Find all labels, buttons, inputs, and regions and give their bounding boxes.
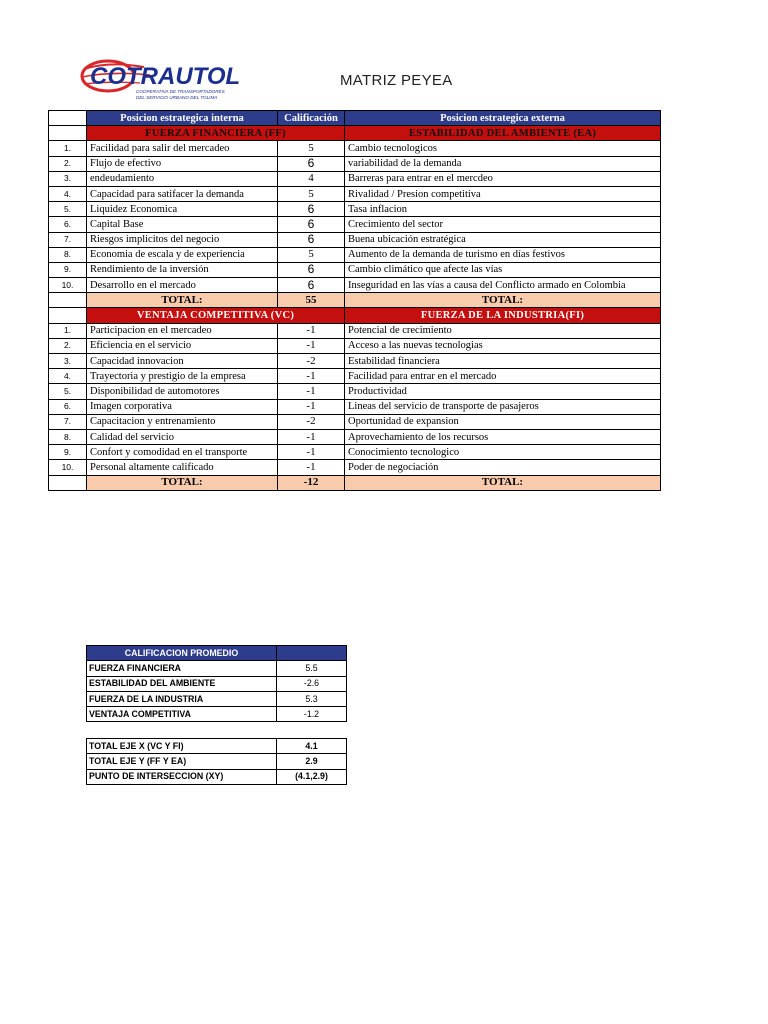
- cotrautol-logo: [80, 55, 240, 105]
- axis-total-value: 2.9: [277, 754, 347, 769]
- logo-tagline-2: DEL SERVICIO URBANO DEL TOLIMA: [136, 95, 218, 100]
- row-number: 6.: [49, 399, 87, 414]
- external-factor: Facilidad para entrar en el mercado: [345, 369, 661, 384]
- axis-total-label: TOTAL EJE X (VC Y FI): [87, 739, 277, 754]
- logo-wordmark: COTRAUTOL: [90, 63, 240, 90]
- external-factor: Inseguridad en las vías a causa del Conflicto armado en Colombia: [345, 278, 661, 293]
- total-row: [49, 293, 661, 308]
- average-row: [87, 707, 347, 722]
- average-value: -1.2: [277, 707, 347, 722]
- row-number: 7.: [49, 232, 87, 247]
- section-title-fi: FUERZA DE LA INDUSTRIA(FI): [345, 308, 661, 323]
- header-external: Posicion estrategica externa: [345, 111, 661, 126]
- row-number: 9.: [49, 262, 87, 277]
- internal-factor: Participacion en el mercadeo: [87, 323, 278, 338]
- internal-factor: Personal altamente calificado: [87, 460, 278, 475]
- matrix-row: [49, 202, 661, 217]
- axis-total-row: [87, 769, 347, 784]
- total-label: TOTAL:: [87, 293, 278, 308]
- row-number: 5.: [49, 384, 87, 399]
- external-factor: Conocimiento tecnologico: [345, 445, 661, 460]
- external-factor: Tasa inflacion: [345, 202, 661, 217]
- matrix-header-row: [49, 111, 661, 126]
- average-header-blank: [277, 646, 347, 661]
- average-ratings-table: [86, 645, 347, 722]
- rating-value: -2: [278, 414, 345, 429]
- header-rating: Calificación: [278, 111, 345, 126]
- rating-value: 4: [278, 171, 345, 186]
- section-vc-fi: [49, 308, 661, 490]
- rating-value: 5: [278, 141, 345, 156]
- internal-factor: Desarrollo en el mercado: [87, 278, 278, 293]
- row-number: 10.: [49, 460, 87, 475]
- rating-value: 5: [278, 186, 345, 201]
- section-blank-cell: [49, 126, 87, 141]
- section-title-row: [49, 308, 661, 323]
- total-blank-cell: [49, 293, 87, 308]
- external-factor: Poder de negociación: [345, 460, 661, 475]
- rating-value: 6: [278, 262, 345, 277]
- external-factor: Productividad: [345, 384, 661, 399]
- matrix-row: [49, 384, 661, 399]
- total-external-label: TOTAL:: [345, 475, 661, 490]
- matrix-row: [49, 232, 661, 247]
- section-blank-cell: [49, 308, 87, 323]
- average-value: -2.6: [277, 676, 347, 691]
- rating-value: -1: [278, 323, 345, 338]
- axis-total-row: [87, 739, 347, 754]
- external-factor: Crecimiento del sector: [345, 217, 661, 232]
- average-label: VENTAJA COMPETITIVA: [87, 707, 277, 722]
- internal-factor: Riesgos implicitos del negocio: [87, 232, 278, 247]
- rating-value: 6: [278, 156, 345, 171]
- row-number: 5.: [49, 202, 87, 217]
- total-blank-cell: [49, 475, 87, 490]
- average-value: 5.5: [277, 661, 347, 676]
- internal-factor: Facilidad para salir del mercadeo: [87, 141, 278, 156]
- matrix-row: [49, 156, 661, 171]
- row-number: 1.: [49, 141, 87, 156]
- average-label: ESTABILIDAD DEL AMBIENTE: [87, 676, 277, 691]
- external-factor: Cambio tecnologicos: [345, 141, 661, 156]
- peyea-matrix: [48, 110, 661, 491]
- row-number: 8.: [49, 247, 87, 262]
- external-factor: Estabilidad financiera: [345, 354, 661, 369]
- matrix-row: [49, 278, 661, 293]
- matrix-row: [49, 217, 661, 232]
- average-header-row: [87, 646, 347, 661]
- row-number: 1.: [49, 323, 87, 338]
- external-factor: Buena ubicación estratégica: [345, 232, 661, 247]
- average-label: FUERZA DE LA INDUSTRIA: [87, 691, 277, 706]
- internal-factor: Capacitacion y entrenamiento: [87, 414, 278, 429]
- section-ff-ea: [49, 126, 661, 308]
- external-factor: Aprovechamiento de los recursos: [345, 429, 661, 444]
- axis-total-label: PUNTO DE INTERSECCION (XY): [87, 769, 277, 784]
- average-label: FUERZA FINANCIERA: [87, 661, 277, 676]
- logo-graphic: [80, 55, 240, 105]
- row-number: 9.: [49, 445, 87, 460]
- average-value: 5.3: [277, 691, 347, 706]
- average-row: [87, 691, 347, 706]
- rating-value: -2: [278, 354, 345, 369]
- matrix-row: [49, 323, 661, 338]
- section-title-ff: FUERZA FINANCIERA (FF): [87, 126, 345, 141]
- external-factor: Aumento de la demanda de turismo en días festivos: [345, 247, 661, 262]
- internal-factor: Capacidad innovacion: [87, 354, 278, 369]
- matrix-row: [49, 460, 661, 475]
- matrix-row: [49, 171, 661, 186]
- row-number: 8.: [49, 429, 87, 444]
- axis-total-row: [87, 754, 347, 769]
- header-blank-cell: [49, 111, 87, 126]
- total-value: -12: [278, 475, 345, 490]
- matrix-row: [49, 247, 661, 262]
- internal-factor: Flujo de efectivo: [87, 156, 278, 171]
- average-header: CALIFICACION PROMEDIO: [87, 646, 277, 661]
- external-factor: Potencial de crecimiento: [345, 323, 661, 338]
- axis-total-label: TOTAL EJE Y (FF Y EA): [87, 754, 277, 769]
- internal-factor: Eficiencia en el servicio: [87, 338, 278, 353]
- internal-factor: Confort y comodidad en el transporte: [87, 445, 278, 460]
- average-row: [87, 661, 347, 676]
- internal-factor: Liquidez Economica: [87, 202, 278, 217]
- internal-factor: Capacidad para satifacer la demanda: [87, 186, 278, 201]
- matrix-row: [49, 429, 661, 444]
- rating-value: 5: [278, 247, 345, 262]
- matrix-row: [49, 399, 661, 414]
- matrix-row: [49, 262, 661, 277]
- rating-value: 6: [278, 232, 345, 247]
- internal-factor: Capital Base: [87, 217, 278, 232]
- row-number: 6.: [49, 217, 87, 232]
- internal-factor: Economia de escala y de experiencia: [87, 247, 278, 262]
- average-row: [87, 676, 347, 691]
- matrix-row: [49, 141, 661, 156]
- section-title-vc: VENTAJA COMPETITIVA (VC): [87, 308, 345, 323]
- logo-tagline-1: COOPERATIVA DE TRANSPORTADORES: [136, 89, 225, 94]
- external-factor: Acceso a las nuevas tecnologias: [345, 338, 661, 353]
- rating-value: -1: [278, 399, 345, 414]
- row-number: 10.: [49, 278, 87, 293]
- rating-value: -1: [278, 445, 345, 460]
- rating-value: -1: [278, 460, 345, 475]
- matrix-row: [49, 369, 661, 384]
- rating-value: -1: [278, 384, 345, 399]
- total-label: TOTAL:: [87, 475, 278, 490]
- total-value: 55: [278, 293, 345, 308]
- row-number: 4.: [49, 369, 87, 384]
- matrix-row: [49, 186, 661, 201]
- rating-value: -1: [278, 369, 345, 384]
- matrix-row: [49, 338, 661, 353]
- row-number: 4.: [49, 186, 87, 201]
- row-number: 7.: [49, 414, 87, 429]
- internal-factor: Trayectoria y prestigio de la empresa: [87, 369, 278, 384]
- matrix-row: [49, 414, 661, 429]
- axis-totals-table: [86, 738, 347, 785]
- header-internal: Posicion estrategica interna: [87, 111, 278, 126]
- row-number: 3.: [49, 171, 87, 186]
- internal-factor: Rendimiento de la inversión: [87, 262, 278, 277]
- rating-value: 6: [278, 278, 345, 293]
- external-factor: variabilidad de la demanda: [345, 156, 661, 171]
- axis-total-value: 4.1: [277, 739, 347, 754]
- axis-total-value: (4.1,2.9): [277, 769, 347, 784]
- matrix-row: [49, 354, 661, 369]
- row-number: 3.: [49, 354, 87, 369]
- total-external-label: TOTAL:: [345, 293, 661, 308]
- matrix-row: [49, 445, 661, 460]
- page-title: MATRIZ PEYEA: [340, 72, 453, 89]
- rating-value: 6: [278, 217, 345, 232]
- external-factor: Cambio climático que afecte las vías: [345, 262, 661, 277]
- internal-factor: Disponibilidad de automotores: [87, 384, 278, 399]
- external-factor: Lineas del servicio de transporte de pasajeros: [345, 399, 661, 414]
- row-number: 2.: [49, 338, 87, 353]
- section-title-row: [49, 126, 661, 141]
- internal-factor: endeudamiento: [87, 171, 278, 186]
- internal-factor: Calidad del servicio: [87, 429, 278, 444]
- section-title-ea: ESTABILIDAD DEL AMBIENTE (EA): [345, 126, 661, 141]
- row-number: 2.: [49, 156, 87, 171]
- external-factor: Rivalidad / Presion competitiva: [345, 186, 661, 201]
- rating-value: -1: [278, 429, 345, 444]
- rating-value: -1: [278, 338, 345, 353]
- external-factor: Oportunidad de expansion: [345, 414, 661, 429]
- rating-value: 6: [278, 202, 345, 217]
- internal-factor: Imagen corporativa: [87, 399, 278, 414]
- total-row: [49, 475, 661, 490]
- external-factor: Barreras para entrar en el mercdeo: [345, 171, 661, 186]
